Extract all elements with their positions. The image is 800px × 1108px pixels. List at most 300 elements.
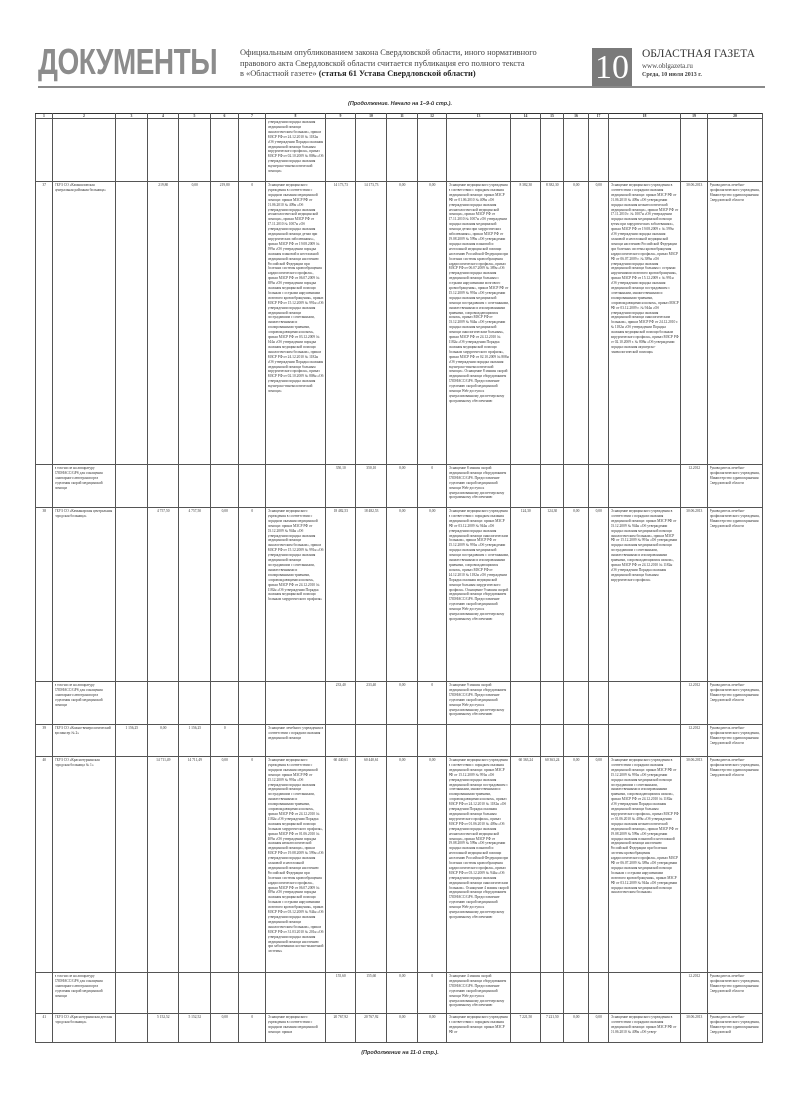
- cell-text: 0,00: [191, 183, 198, 187]
- cell-text: Оснащение медицинского учреждения в соответствии с порядком оказания медицинской помощи: приказ МЗСР РФ от 01.06.2010 № 409н «Об утверждении порядка оказания неонатологической медицинской помощи», приказ МЗСР РФ от 17.11.2010 № 1007н «Об утверждении порядка оказания медицинской помощи детям при хирургических заболеваниях», приказ МЗСР РФ от 19.08.2009 № 599н «Об утверждении порядка оказания плановой и неотложной медицинской помощи населению Российской Федерации при болезнях системы кровообращения кардиологического профиля», приказ МЗСР РФ от 06.07.2009 № 389н «Об утверждении порядка оказания медицинской помощи больным с острыми нарушениями мозгового кровообращения», приказ МЗСР РФ от 15.12.2009 № 991н «Об утверждении порядка оказания медицинской помощи пострадавшим с сочетанными, множественными и изолированными травмами, сопровождающимися шоком», приказ МЗСР РФ от 03.12.2009 № 944н «Об утверждении порядка оказания медицинской помощи онкологическим больным», приказ МЗСР РФ от 24.12.2010 № 1182н «Об утверждении Порядка оказания медицинской помощи больным хирургического профиля», приказ МЗСР РФ от 02.10.2009 № 808н «Об утверждении порядка оказания акушерско-гинекологической помощи». Оснащение 8 машин скорой медицинской помощи оборудованием ГЛОНАСС/GPS. Предоставление отделению скорой медицинской помощи Web-доступа к централизованному диспетчерскому программному обеспечению: [448, 183, 509, 403]
- cell-text: [591, 466, 608, 507]
- table-cell-col-19: [681, 725, 708, 757]
- notice-line: в «Областной газете»: [240, 69, 317, 78]
- cell-text: [611, 726, 680, 756]
- cell-text: 4 757,50: [156, 509, 170, 513]
- cell-text: [118, 974, 147, 1013]
- cell-text: 0,00: [429, 509, 436, 513]
- cell-text: 60 363,24: [518, 758, 533, 762]
- cell-text: 0,00: [573, 758, 580, 762]
- cell-text: [513, 466, 540, 507]
- cell-text: [566, 120, 588, 181]
- cell-text: 350,10: [366, 466, 377, 470]
- table-cell-col-6: [211, 182, 239, 465]
- cell-text: Руководитель лечебно-профилактического учреждения, Министерство здравоохранения Свердловской области: [709, 683, 760, 702]
- table-cell-col-1: [36, 508, 53, 682]
- table-cell-col-10: [356, 725, 387, 757]
- table-cell-col-10: [356, 508, 387, 682]
- table-cell-col-7: [239, 682, 266, 725]
- table-cell-col-13: [447, 682, 511, 725]
- cell-text: [181, 120, 210, 181]
- table-cell-col-15: [541, 682, 564, 725]
- table-cell-col-14: [511, 973, 541, 1014]
- table-cell-col-20: [708, 757, 763, 973]
- table-cell-col-11: [387, 757, 418, 973]
- cell-text: 7 221,50: [545, 1015, 559, 1019]
- table-row: [36, 725, 763, 757]
- table-cell-col-2: [53, 182, 116, 465]
- cell-text: 0,00: [399, 509, 406, 513]
- table-cell-col-7: [239, 465, 266, 508]
- cell-text: [566, 466, 588, 507]
- cell-text: [38, 683, 52, 724]
- table-cell-col-8: [266, 725, 326, 757]
- table-cell-col-15: [541, 757, 564, 973]
- cell-text: ГБУЗ СО «Кожно-венерологический диспансер № 2»: [54, 726, 111, 735]
- table-cell-col-9: [326, 465, 356, 508]
- table-cell-col-8: [266, 973, 326, 1014]
- cell-text: 18 482,53: [333, 509, 348, 513]
- table-cell-col-17: [589, 508, 609, 682]
- cell-text: [611, 120, 680, 181]
- column-number: 19: [681, 114, 708, 119]
- cell-text: [241, 974, 265, 1013]
- column-number: 12: [418, 114, 447, 119]
- table-cell-col-5: [179, 119, 211, 182]
- cell-text: [181, 466, 210, 507]
- table-cell-col-4: [148, 119, 179, 182]
- cell-text: 0,00: [429, 183, 436, 187]
- table-cell-col-1: [36, 973, 53, 1014]
- cell-text: [358, 726, 386, 756]
- cell-text: [118, 183, 147, 464]
- table-cell-col-18: [609, 508, 681, 682]
- table-cell-col-5: [179, 1014, 211, 1043]
- table-cell-col-7: [239, 725, 266, 757]
- table-cell-col-19: [681, 1014, 708, 1043]
- table-row: [36, 508, 763, 682]
- section-title: ДОКУМЕНТЫ: [38, 41, 218, 82]
- table-cell-col-2: [53, 119, 116, 182]
- table-cell-col-20: [708, 682, 763, 725]
- table-cell-col-15: [541, 182, 564, 465]
- continued-on-note: (Продолжение на 11-й стр.).: [361, 1050, 439, 1056]
- cell-text: [420, 120, 446, 181]
- cell-text: 0: [431, 683, 434, 687]
- table-cell-col-12: [418, 119, 447, 182]
- cell-text: 12.2012: [688, 974, 701, 978]
- table-cell-col-1: [36, 757, 53, 973]
- table-cell-col-2: [53, 508, 116, 682]
- cell-text: [611, 974, 680, 1013]
- cell-text: Оснащение медицинского учреждения в соответствии с порядком оказания медицинской помощи: приказ МЗСР РФ от 15.12.2009 № 991н «Об утверждении порядка оказания медицинской помощи пострадавшим с сочетанными, множественными и изолированными травмами, сопровождающимися шоком», приказ МЗСР РФ от 24.12.2010 № 1182н «Об утверждении Порядка оказания медицинской помощи больным хирургического профиля», приказ МЗСР РФ от 01.06.2010 № 409н «Об утверждении порядка оказания неонатологической медицинской помощи», приказ МЗСР РФ от 19.08.2009 № 599н «Об утверждении порядка оказания плановой и неотложной медицинской помощи населению Российской Федерации при болезнях системы кровообращения кардиологического профиля», приказ МЗСР РФ от 06.07.2009 № 389н «Об утверждении порядка оказания медицинской помощи больным с острыми нарушениями мозгового кровообращения», приказ МЗСР РФ от 03.12.2009 № 944н «Об утверждении порядка оказания медицинской помощи онкологическим больным», приказ МЗСР РФ от 31.03.2010 № 201н «Об утверждении порядка оказания медицинской помощи населению при заболеваниях костно-мышечной системы»: [267, 758, 324, 954]
- cell-text: Руководитель лечебно-профилактического учреждения, Министерство здравоохранения Свердловской: [709, 1015, 760, 1034]
- column-number: 1: [36, 114, 53, 119]
- cell-text: 8 382,30: [519, 183, 533, 187]
- cell-text: 0,00: [221, 1015, 228, 1019]
- table-cell-col-2: [53, 682, 116, 725]
- cell-text: ГБУЗ СО «Качканарская центральная городская больница»: [54, 509, 113, 518]
- cell-text: 8 382,30: [545, 183, 559, 187]
- table-cell-col-14: [511, 119, 541, 182]
- cell-text: 0: [431, 974, 434, 978]
- table-cell-col-10: [356, 682, 387, 725]
- table-cell-col-19: [681, 119, 708, 182]
- cell-text: ГБУЗ СО «Краснотурьинская детская городская больница»: [54, 1015, 113, 1024]
- column-number: 3: [116, 114, 148, 119]
- table-cell-col-20: [708, 119, 763, 182]
- newspaper-url[interactable]: www.oblgazeta.ru: [642, 62, 693, 70]
- cell-text: 41: [42, 1015, 47, 1019]
- table-cell-col-8: [266, 682, 326, 725]
- cell-text: [213, 466, 238, 507]
- table-cell-col-16: [564, 725, 589, 757]
- table-cell-col-11: [387, 508, 418, 682]
- publication-notice: [240, 48, 580, 80]
- cell-text: 60 440,61: [333, 758, 348, 762]
- cell-text: [513, 974, 540, 1013]
- cell-text: 0,00: [160, 726, 167, 730]
- notice-line: Официальным опубликованием закона Свердловской области, иного нормативного: [240, 48, 537, 57]
- cell-text: 0,00: [573, 509, 580, 513]
- table-cell-col-18: [609, 1014, 681, 1043]
- table-cell-col-6: [211, 508, 239, 682]
- cell-text: [566, 683, 588, 724]
- cell-text: [181, 974, 210, 1013]
- table-cell-col-18: [609, 725, 681, 757]
- table-cell-col-16: [564, 119, 589, 182]
- table-cell-col-12: [418, 182, 447, 465]
- table-cell-col-12: [418, 465, 447, 508]
- cell-text: 20 767,92: [364, 1015, 379, 1019]
- table-cell-col-11: [387, 725, 418, 757]
- table-cell-col-8: [266, 757, 326, 973]
- table-cell-col-15: [541, 508, 564, 682]
- cell-text: [449, 120, 510, 181]
- table-cell-col-10: [356, 757, 387, 973]
- table-cell-col-3: [116, 973, 148, 1014]
- cell-text: 14 711,49: [187, 758, 202, 762]
- table-cell-col-12: [418, 973, 447, 1014]
- table-cell-col-16: [564, 1014, 589, 1043]
- table-cell-col-10: [356, 182, 387, 465]
- cell-text: [513, 726, 540, 756]
- cell-text: 0: [431, 466, 434, 470]
- table-cell-col-20: [708, 725, 763, 757]
- column-number: 13: [447, 114, 511, 119]
- cell-text: 4 757,50: [188, 509, 202, 513]
- cell-text: в том числе на аппаратуру ГЛОНАСС/GPS для оснащения санитарного автотранспорта отделения скорой медицинской помощи: [54, 683, 103, 707]
- table-cell-col-16: [564, 508, 589, 682]
- cell-text: Оснащение 9 машин скорой медицинской помощи оборудованием ГЛОНАСС/GPS. Предоставление отделению скорой медицинской помощи Web-доступа к централизованному диспетчерскому программному обеспечению: [448, 683, 507, 717]
- cell-text: [543, 974, 563, 1013]
- cell-text: [591, 726, 608, 756]
- cell-text: 30.06.2013: [686, 758, 703, 762]
- table-cell-col-12: [418, 682, 447, 725]
- table-cell-col-12: [418, 1014, 447, 1043]
- cell-text: [420, 726, 446, 756]
- cell-text: Руководитель лечебно-профилактического учреждения, Министерство здравоохранения Свердловской области: [709, 974, 760, 993]
- cell-text: [150, 120, 178, 181]
- cell-text: 18 482,53: [364, 509, 379, 513]
- cell-text: [513, 120, 540, 181]
- table-cell-col-7: [239, 182, 266, 465]
- table-cell-col-10: [356, 119, 387, 182]
- table-cell-col-3: [116, 1014, 148, 1043]
- cell-text: 0,00: [573, 1015, 580, 1019]
- cell-text: 233,40: [335, 683, 346, 687]
- column-number: 17: [589, 114, 609, 119]
- cell-text: [213, 683, 238, 724]
- cell-text: 350,10: [335, 466, 346, 470]
- cell-text: 219,80: [219, 183, 230, 187]
- table-cell-col-15: [541, 119, 564, 182]
- cell-text: 0,00: [399, 466, 406, 470]
- cell-text: [118, 466, 147, 507]
- table-cell-col-14: [511, 682, 541, 725]
- cell-text: [328, 726, 355, 756]
- table-cell-col-14: [511, 725, 541, 757]
- notice-line: правового акта Свердловской области считается публикация его полного текста: [240, 58, 525, 68]
- table-cell-col-16: [564, 757, 589, 973]
- table-cell-col-13: [447, 119, 511, 182]
- table-row: [36, 182, 763, 465]
- table-cell-col-17: [589, 757, 609, 973]
- table-cell-col-6: [211, 757, 239, 973]
- cell-text: Оснащение медицинского учреждения в соответствии с порядком оказания медицинской помощи: приказ МЗСР РФ от 03.12.2009 № 944н «Об утверждении порядка оказания медицинской помощи онкологическим больным», приказ МЗСР РФ от 15.12.2009 № 991н «Об утверждении порядка оказания медицинской помощи пострадавшим с сочетанными, множественными и изолированными травмами, сопровождающимися шоком», приказ МЗСР РФ от 24.12.2010 № 1182н «Об утверждении Порядка оказания медицинской помощи больным хирургического профиля»: [267, 509, 324, 602]
- newspaper-info: [642, 48, 755, 80]
- table-cell-col-7: [239, 757, 266, 973]
- cell-text: 0: [251, 1015, 254, 1019]
- continued-from-note: (Продолжение. Начало на 1–9-й стр.).: [348, 101, 452, 107]
- column-number: 14: [511, 114, 541, 119]
- table-cell-col-1: [36, 465, 53, 508]
- cell-text: [241, 120, 265, 181]
- cell-text: 1 156,25: [125, 726, 139, 730]
- table-cell-col-9: [326, 508, 356, 682]
- table-cell-col-15: [541, 973, 564, 1014]
- table-cell-col-4: [148, 508, 179, 682]
- table-cell-col-12: [418, 757, 447, 973]
- table-cell-col-16: [564, 182, 589, 465]
- table-cell-col-4: [148, 725, 179, 757]
- column-number: 4: [148, 114, 179, 119]
- table-cell-col-13: [447, 757, 511, 973]
- table-cell-col-5: [179, 725, 211, 757]
- table-cell-col-10: [356, 1014, 387, 1043]
- table-cell-col-9: [326, 119, 356, 182]
- cell-text: 20 767,92: [333, 1015, 348, 1019]
- cell-text: Оснащение 8 машин скорой медицинской помощи оборудованием ГЛОНАСС/GPS. Предоставление отделению скорой медицинской помощи Web-доступа к централизованному диспетчерскому программному обеспечению: [448, 466, 507, 500]
- table-cell-col-4: [148, 1014, 179, 1043]
- table-cell-col-11: [387, 182, 418, 465]
- cell-text: [566, 726, 588, 756]
- cell-text: [683, 120, 707, 181]
- table-cell-col-11: [387, 973, 418, 1014]
- table-cell-col-4: [148, 182, 179, 465]
- cell-text: 0: [251, 183, 254, 187]
- cell-text: [181, 683, 210, 724]
- cell-text: [213, 120, 238, 181]
- cell-text: Оснащение медицинского учреждения в соответствии с порядком оказания медицинской помощи: приказ МЗСР РФ от 01.06.2010 № 409н «Об утвер-: [610, 1015, 677, 1034]
- table-row: [36, 1014, 763, 1043]
- cell-text: Оснащение 4 машин скорой медицинской помощи оборудованием ГЛОНАСС/GPS. Предоставление отделению скорой медицинской помощи Web-доступа к централизованному диспетчерскому программному обеспечению: [448, 974, 507, 1008]
- table-cell-col-2: [53, 757, 116, 973]
- cell-text: утверждении порядка оказания медицинской помощи онкологическим больным», приказ МЗСР РФ от 24.12.2010 № 1182н «Об утверждении Порядка оказания медицинской помощи больным хирургического профиля», приказ МЗСР РФ от 02.10.2009 № 808н «Об утверждении порядка оказания акушерско-гинекологической помощи»: [267, 120, 324, 174]
- table-cell-col-17: [589, 465, 609, 508]
- cell-text: 39: [42, 726, 47, 730]
- table-cell-col-5: [179, 508, 211, 682]
- table-row: [36, 119, 763, 182]
- table-cell-col-19: [681, 465, 708, 508]
- cell-text: 0,00: [595, 183, 602, 187]
- cell-text: [710, 120, 762, 181]
- cell-text: [358, 120, 386, 181]
- cell-text: 0: [223, 726, 226, 730]
- cell-text: [268, 466, 325, 507]
- cell-text: ГБУЗ СО «Краснотурьинская городская больница № 1»: [54, 758, 100, 767]
- table-cell-col-8: [266, 1014, 326, 1043]
- cell-text: 14 173,73: [364, 183, 379, 187]
- table-cell-col-1: [36, 182, 53, 465]
- cell-text: Руководитель лечебно-профилактического учреждения, Министерство здравоохранения Свердловской области: [709, 183, 760, 202]
- table-cell-col-11: [387, 682, 418, 725]
- cell-text: [566, 974, 588, 1013]
- cell-text: [241, 683, 265, 724]
- cell-text: [543, 683, 563, 724]
- cell-text: [38, 120, 52, 181]
- cell-text: [543, 726, 563, 756]
- table-cell-col-18: [609, 182, 681, 465]
- table-row: [36, 465, 763, 508]
- column-number: 9: [326, 114, 356, 119]
- cell-text: [55, 120, 115, 181]
- cell-text: [611, 466, 680, 507]
- column-number: 18: [609, 114, 681, 119]
- cell-text: [543, 466, 563, 507]
- table-cell-col-8: [266, 508, 326, 682]
- cell-text: 37: [42, 183, 47, 187]
- cell-text: 7 221,50: [519, 1015, 533, 1019]
- cell-text: Оснащение медицинского учреждения в соответствии с порядком оказания медицинской помощи: приказ МЗСР РФ от 03.12.2009 № 944н «Об утверждении порядка оказания медицинской помощи онкологическим больным», приказ МЗСР РФ от 15.12.2009 № 991н «Об утверждении порядка оказания медицинской помощи пострадавшим с сочетанными, множественными и изолированными травмами, сопровождающимися шоком», приказ МЗСР РФ от 24.12.2010 № 1182н «Об утверждении Порядка оказания медицинской помощи больным хирургического профиля»: [610, 509, 678, 582]
- table-cell-col-6: [211, 973, 239, 1014]
- table-cell-col-19: [681, 973, 708, 1014]
- table-cell-col-5: [179, 682, 211, 725]
- table-cell-col-3: [116, 725, 148, 757]
- table-cell-col-19: [681, 682, 708, 725]
- cell-text: [241, 466, 265, 507]
- cell-text: 14 173,73: [333, 183, 348, 187]
- table-cell-col-8: [266, 182, 326, 465]
- table-cell-col-15: [541, 465, 564, 508]
- table-cell-col-18: [609, 682, 681, 725]
- table-cell-col-14: [511, 757, 541, 973]
- table-cell-col-16: [564, 973, 589, 1014]
- cell-text: 0,00: [399, 974, 406, 978]
- cell-text: 0,00: [399, 758, 406, 762]
- table-cell-col-2: [53, 1014, 116, 1043]
- table-cell-col-18: [609, 119, 681, 182]
- table-cell-col-9: [326, 682, 356, 725]
- table-cell-col-11: [387, 1014, 418, 1043]
- table-cell-col-14: [511, 465, 541, 508]
- column-number: 8: [266, 114, 326, 119]
- table-cell-col-2: [53, 973, 116, 1014]
- table-cell-col-13: [447, 465, 511, 508]
- table-cell-col-9: [326, 973, 356, 1014]
- cell-text: [328, 120, 355, 181]
- table-cell-col-4: [148, 757, 179, 973]
- notice-bold: (статья 61 Устава Свердловской области): [318, 69, 476, 78]
- table-cell-col-7: [239, 973, 266, 1014]
- table-cell-col-17: [589, 119, 609, 182]
- cell-text: Руководитель лечебно-профилактического учреждения, Министерство здравоохранения Свердловской области: [709, 758, 760, 777]
- cell-text: [543, 120, 563, 181]
- table-cell-col-12: [418, 725, 447, 757]
- cell-text: [38, 974, 52, 1013]
- table-cell-col-3: [116, 508, 148, 682]
- cell-text: [611, 683, 680, 724]
- cell-text: 0,00: [399, 183, 406, 187]
- table-cell-col-7: [239, 119, 266, 182]
- cell-text: 14 711,49: [156, 758, 171, 762]
- cell-text: 0,00: [399, 683, 406, 687]
- cell-text: [150, 683, 178, 724]
- table-cell-col-1: [36, 682, 53, 725]
- table-cell-col-8: [266, 119, 326, 182]
- cell-text: Оснащение медицинского учреждения в соответствии с порядком оказания медицинской помощи: приказ: [267, 1015, 318, 1034]
- table-cell-col-11: [387, 119, 418, 182]
- table-cell-col-1: [36, 119, 53, 182]
- cell-text: 0,00: [429, 758, 436, 762]
- table-cell-col-6: [211, 119, 239, 182]
- table-cell-col-14: [511, 1014, 541, 1043]
- cell-text: 60 363,24: [545, 758, 560, 762]
- table-cell-col-3: [116, 119, 148, 182]
- cell-text: [213, 974, 238, 1013]
- cell-text: 233,40: [366, 683, 377, 687]
- page-number: 10: [592, 48, 632, 86]
- table-cell-col-19: [681, 182, 708, 465]
- cell-text: [150, 466, 178, 507]
- cell-text: 60 440,61: [364, 758, 379, 762]
- table-cell-col-17: [589, 182, 609, 465]
- cell-text: [118, 509, 147, 681]
- column-number: 15: [541, 114, 564, 119]
- cell-text: Оснащение медицинского учреждения в соответствии с порядком оказания медицинской помощи: приказ МЗСР РФ от 15.12.2009 № 991н «Об утверждении порядка оказания медицинской помощи пострадавшим с сочетанными, множественными и изолированными травмами, сопровождающимися шоком», приказ МЗСР РФ от 24.12.2010 № 1182н «Об утверждении Порядка оказания медицинской помощи больным хирургического профиля», приказ МЗСР РФ от 01.06.2010 № 409н «Об утверждении порядка оказания неонатологической медицинской помощи», приказ МЗСР РФ от 19.08.2009 № 599н «Об утверждении порядка оказания плановой и неотложной медицинской помощи населению Российской Федерации при болезнях системы кровообращения кардиологического профиля», приказ МЗСР РФ от 03.12.2009 № 944н «Об утверждении порядка оказания медицинской помощи онкологическим больным». Оснащение 4 машин скорой медицинской помощи оборудованием ГЛОНАСС/GPS. Предоставление отделению скорой медицинской помощи Web-доступа к централизованному диспетчерскому программному обеспечению: [448, 758, 509, 919]
- cell-text: [118, 120, 147, 181]
- table-cell-col-18: [609, 465, 681, 508]
- table-cell-col-6: [211, 465, 239, 508]
- table-row: [36, 682, 763, 725]
- table-cell-col-20: [708, 973, 763, 1014]
- table-cell-col-2: [53, 725, 116, 757]
- cell-text: [268, 683, 325, 724]
- cell-text: 155,60: [335, 974, 346, 978]
- table-cell-col-3: [116, 182, 148, 465]
- table-cell-col-20: [708, 465, 763, 508]
- cell-text: 0,00: [221, 758, 228, 762]
- cell-text: [591, 120, 608, 181]
- table-cell-col-8: [266, 465, 326, 508]
- table-cell-col-5: [179, 973, 211, 1014]
- table-cell-col-20: [708, 508, 763, 682]
- table-cell-col-3: [116, 682, 148, 725]
- table-cell-col-11: [387, 465, 418, 508]
- cell-text: 5 152,52: [188, 1015, 202, 1019]
- table-cell-col-17: [589, 1014, 609, 1043]
- table-cell-col-5: [179, 465, 211, 508]
